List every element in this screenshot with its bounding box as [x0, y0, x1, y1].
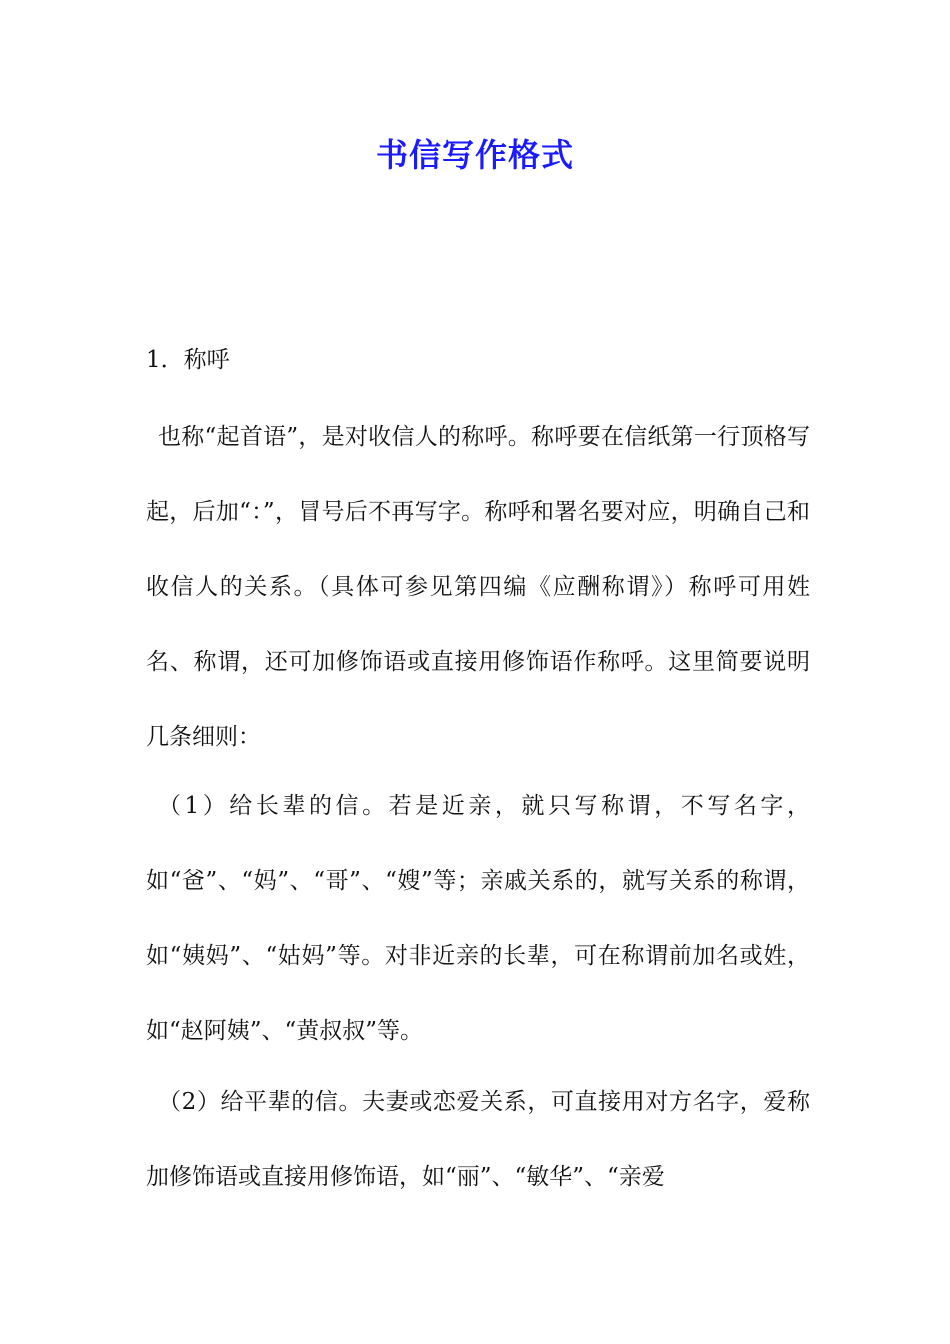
paragraph-elders: （1）给长辈的信。若是近亲，就只写称谓，不写名字，如“爸”、“妈”、“哥”、“嫂”等；亲戚关系的，就写关系的称谓，如“姨妈”、“姑妈”等。对非近亲的长辈，可在称谓前加名或姓，如“赵阿姨”、“黄叔叔”等。: [146, 793, 810, 1044]
document-title: 书信写作格式: [375, 136, 574, 174]
section-heading: 1．称呼: [146, 347, 230, 373]
paragraph-salutation-intro: 也称“起首语”，是对收信人的称呼。称呼要在信纸第一行顶格写起，后加“：”，冒号后不再写字。称呼和署名要对应，明确自己和收信人的关系。（具体可参见第四编《应酬称谓》）称呼可用姓名、称谓，还可加修饰语或直接用修饰语作称呼。这里简要说明几条细则：: [146, 424, 810, 750]
paragraph-peers: （2）给平辈的信。夫妻或恋爱关系，可直接用对方名字，爱称加修饰语或直接用修饰语，如“丽”、“敏华”、“亲爱: [146, 1089, 810, 1190]
